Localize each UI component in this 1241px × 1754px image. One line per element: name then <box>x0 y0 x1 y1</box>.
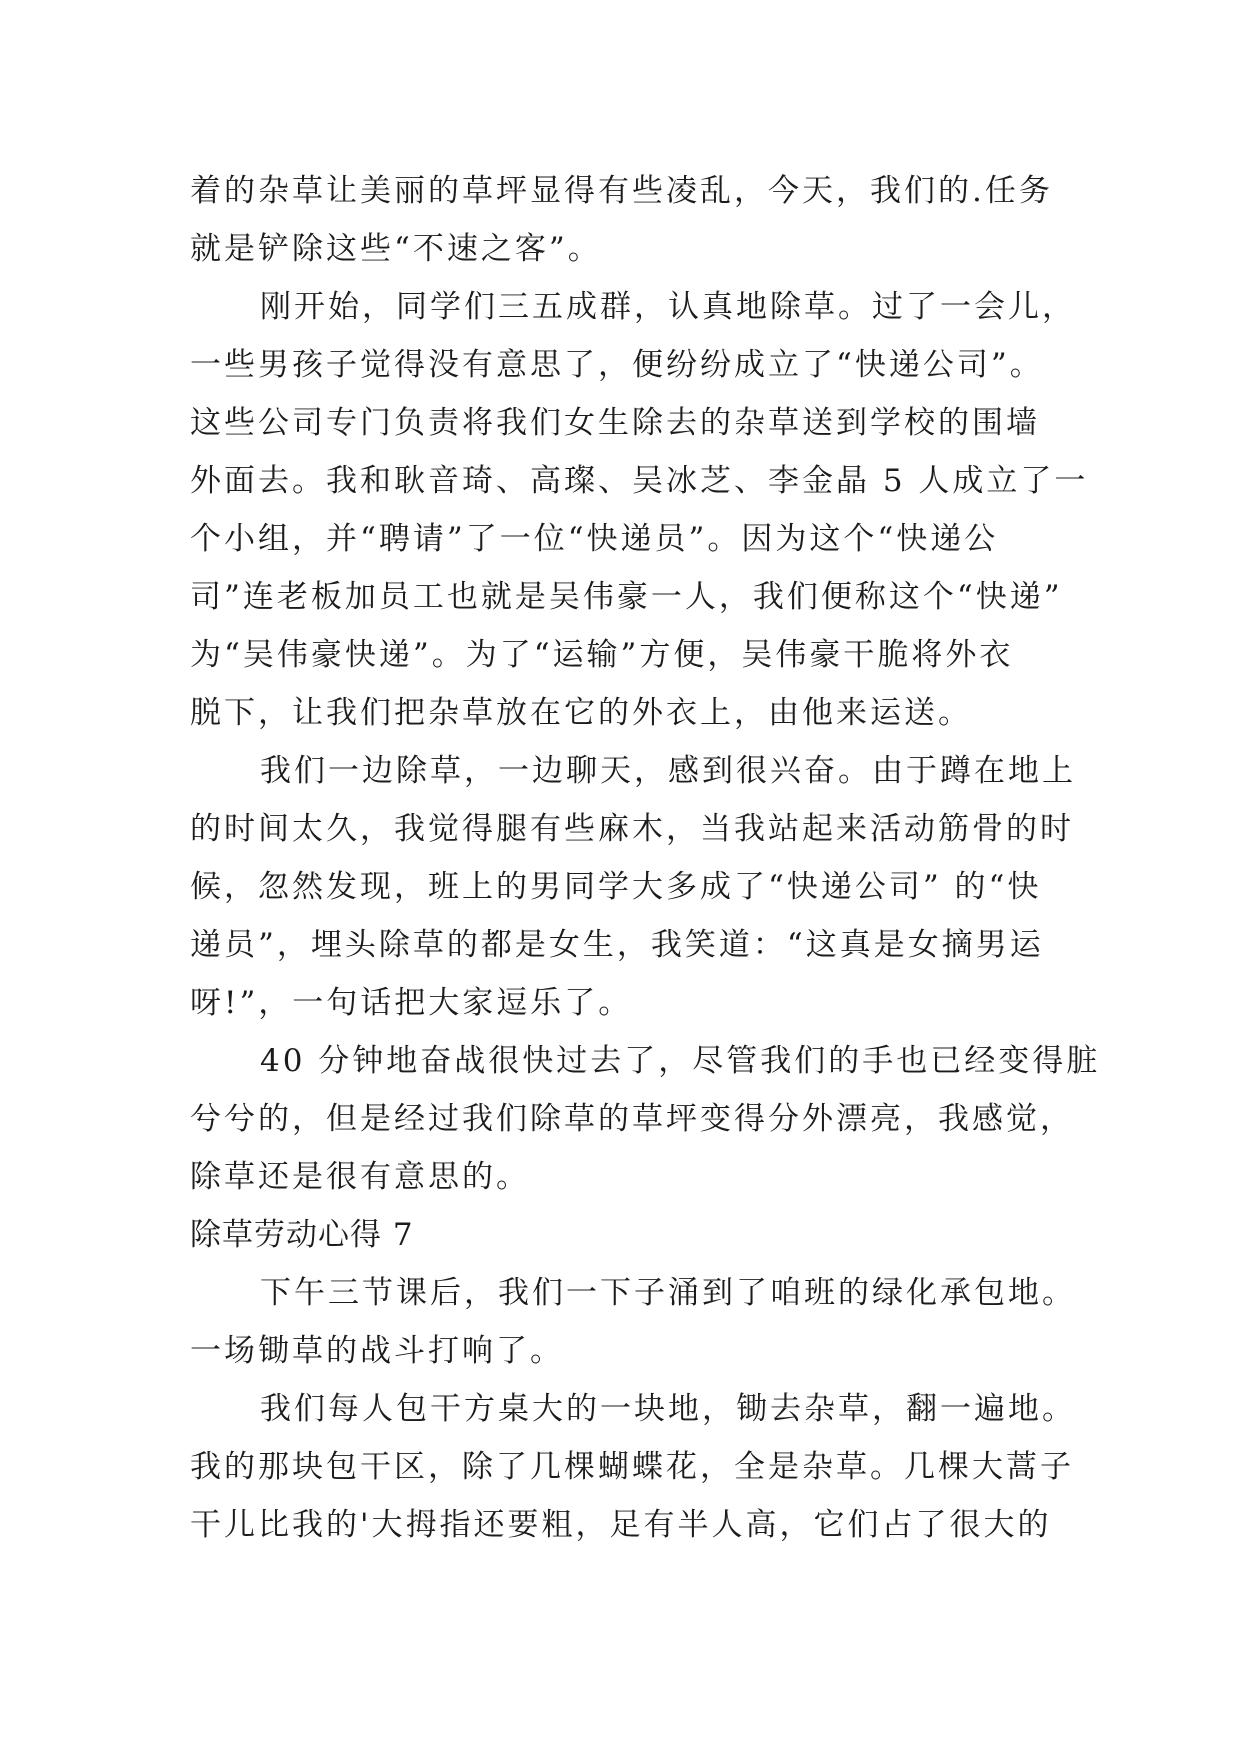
text-line: 着的杂草让美丽的草坪显得有些凌乱，今天，我们的.任务 <box>190 173 1053 209</box>
essay-body <box>190 162 1101 1554</box>
text-line: 这些公司专门负责将我们女生除去的杂草送到学校的围墙 <box>190 405 1040 441</box>
text-line: 一场锄草的战斗打响了。 <box>190 1333 564 1369</box>
text-line: 我的那块包干区，除了几棵蝴蝶花，全是杂草。几棵大蒿子 <box>190 1449 1074 1485</box>
text-line: 为“吴伟豪快递”。为了“运输”方便，吴伟豪干脆将外衣 <box>190 637 1014 673</box>
paragraph-first-line: 下午三节课后，我们一下子涌到了咱班的绿化承包地。 <box>260 1275 1076 1311</box>
text-line: 脱下，让我们把杂草放在它的外衣上，由他来运送。 <box>190 695 972 731</box>
text-line: 呀!”，一句话把大家逗乐了。 <box>190 985 633 1021</box>
paragraph-first-line: 我们一边除草，一边聊天，感到很兴奋。由于蹲在地上 <box>260 753 1076 789</box>
paragraph-first-line: 我们每人包干方桌大的一块地，锄去杂草，翻一遍地。 <box>260 1391 1076 1427</box>
text-line: 一些男孩子觉得没有意思了，便纷纷成立了“快递公司”。 <box>190 347 1044 383</box>
text-line: 个小组，并“聘请”了一位“快递员”。因为这个“快递公 <box>190 521 999 557</box>
text-line: 兮兮的，但是经过我们除草的草坪变得分外漂亮，我感觉， <box>190 1101 1074 1137</box>
text-line: 候，忽然发现，班上的男同学大多成了“快递公司” 的“快 <box>190 869 1042 905</box>
text-line: 司”连老板加员工也就是吴伟豪一人，我们便称这个“快递” <box>190 579 1063 615</box>
text-line: 就是铲除这些“不速之客”。 <box>190 231 602 267</box>
paragraph-first-line: 刚开始，同学们三五成群，认真地除草。过了一会儿， <box>260 289 1076 325</box>
text-line: 外面去。我和耿音琦、高璨、吴冰芝、李金晶 5 人成立了一 <box>190 463 1089 499</box>
paragraph-first-line: 40 分钟地奋战很快过去了，尽管我们的手也已经变得脏 <box>260 1043 1101 1079</box>
section-title: 除草劳动心得 7 <box>190 1217 414 1253</box>
text-line: 干儿比我的'大拇指还要粗，足有半人高，它们占了很大的 <box>190 1507 1052 1543</box>
text-line: 递员”，埋头除草的都是女生，我笑道：“这真是女摘男运 <box>190 927 1044 963</box>
text-line: 的时间太久，我觉得腿有些麻木，当我站起来活动筋骨的时 <box>190 811 1074 847</box>
text-line: 除草还是很有意思的。 <box>190 1159 530 1195</box>
